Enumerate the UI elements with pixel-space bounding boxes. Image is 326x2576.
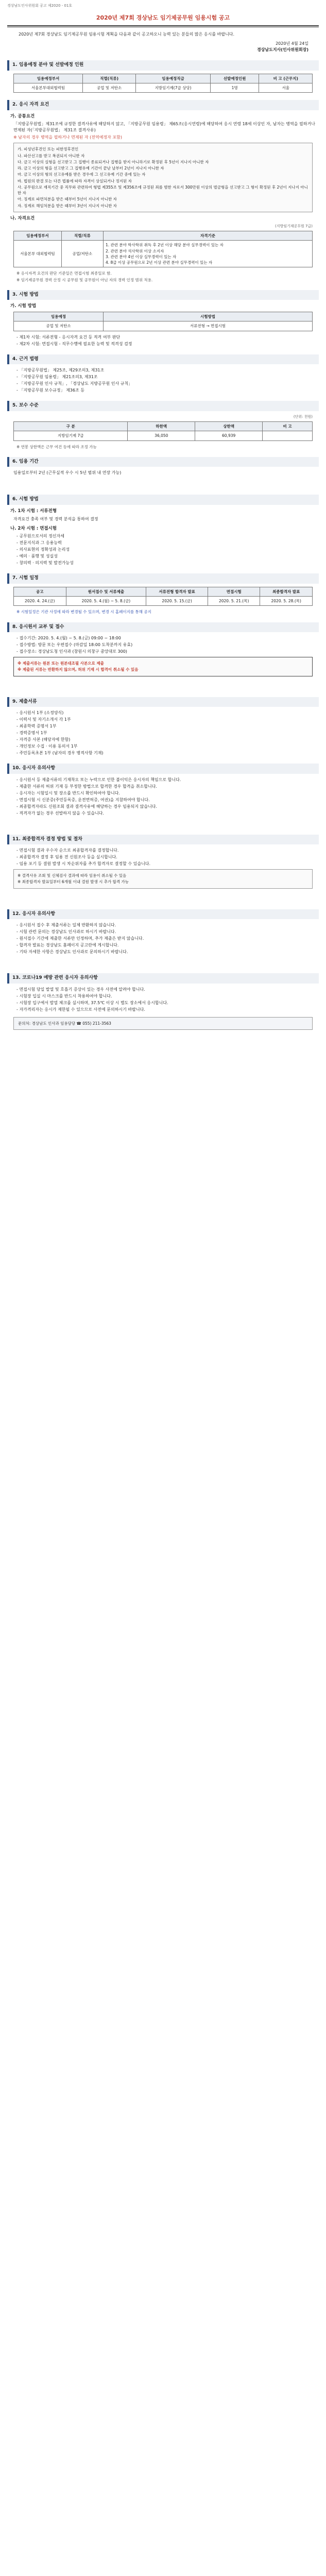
final-selection-line: - 최종합격자 결정 후 임용 전 신원조사 등을 실시합니다. xyxy=(16,854,319,860)
schedule-header: 면접시험 xyxy=(208,587,260,596)
disqualification-item: 사. 공무원으로 재직기간 중 직무와 관련하여 형법 제355조 및 제356조에 규정된 죄를 범한 자로서 300만원 이상의 벌금형을 선고받고 그 형이 확정된 후 2년이 지나지 아니한 자 xyxy=(18,184,308,195)
schedule-table xyxy=(13,587,313,606)
application-line: - 접수방법: 방문 또는 우편접수 (마감일 18:00 도착분까지 유효) xyxy=(16,642,319,648)
required-document: - 자격증 사본 (해당자에 한함) xyxy=(16,737,319,743)
common-requirements-heading: 가. 공통요건 xyxy=(10,113,35,119)
schedule-header: 원서접수 및 서류제출 xyxy=(66,587,146,596)
schedule-header: 공고 xyxy=(14,587,66,596)
positions-cell: 공업 및 저탄소 xyxy=(83,83,136,92)
application-notice-box xyxy=(13,657,313,676)
section-5-heading: 5. 보수 수준 xyxy=(7,401,319,411)
positions-header: 비 고 (근무지) xyxy=(259,74,313,83)
covid-notice: - 자가격리자는 응시가 제한될 수 있으므로 사전에 문의하시기 바랍니다. xyxy=(16,1007,319,1013)
qualification-extra: ※ 임기제공무원 경력 산정 시 공무원 및 공무원이 아닌 자의 경력 인정 범위 적용. xyxy=(16,277,319,283)
law-item: - 「지방공무원 임용령」 제21조의3, 제31조 xyxy=(16,374,319,380)
general-notice: - 시험 관련 문의는 경상남도 인사과로 하시기 바랍니다. xyxy=(16,929,319,935)
qualification-extra: ※ 응시자격 요건의 판단 기준일은 면접시험 최종일로 함. xyxy=(16,270,319,276)
salary-note: ※ 연봉 상한액은 근무 여건 등에 따라 조정 가능 xyxy=(16,444,319,450)
disqualification-box xyxy=(13,143,313,212)
qualification-line: 2. 관련 분야 석사학위 이상 소지자 xyxy=(105,248,164,253)
positions-cell: 지방임기제(7급 상당) xyxy=(136,83,210,92)
salary-header: 비 고 xyxy=(263,422,313,431)
section-9-heading: 8. 응시원서 교부 및 접수 xyxy=(7,622,319,633)
positions-header: 임용예정직급 xyxy=(136,74,210,83)
final-selection-box xyxy=(13,869,313,889)
section-3-heading: 3. 시험 방법 xyxy=(7,290,319,300)
required-document: - 주민등록초본 1부 (남자의 경우 병적사항 기재) xyxy=(16,750,319,756)
section-8-heading: 7. 시험 일정 xyxy=(7,573,319,584)
exam-method-header: 임용예정 xyxy=(14,312,104,321)
schedule-cell: 2020. 5. 15.(금) xyxy=(146,597,208,606)
common-requirements-text: 「지방공무원법」제31조에 규정한 결격사유에 해당하지 않고, 「지방공무원 임용령」 제65조(응시연령)에 해당하여 응시 연령 18세 이상인 자, 남자는 병역을 필하거나 면제된 자(「지방공무원법」 제31조 결격사유) xyxy=(13,122,315,133)
law-item: - 「지방공무원 보수규정」 제36조 등 xyxy=(16,387,319,394)
qualification-header: 자격기준 xyxy=(103,231,312,241)
term-text: 임용일로부터 2년 (근무실적 우수 시 5년 범위 내 연장 가능) xyxy=(13,470,122,476)
exam-method-cell: 서류전형 → 면접시험 xyxy=(104,321,313,331)
qualification-line: 4. 8급 이상 공무원으로 2년 이상 관련 분야 실무경력이 있는 자 xyxy=(105,260,213,265)
schedule-cell: 2020. 5. 21.(목) xyxy=(208,597,260,606)
final-selection-line: - 면접시험 결과 우수자 순으로 최종합격자를 결정합니다. xyxy=(16,848,319,854)
applicant-notice: - 면접시험 시 신분증(주민등록증, 운전면허증, 여권)을 지참하여야 합니다. xyxy=(16,797,319,803)
contact-box: 문의처: 경상남도 인사과 임용담당 ☎ 055) 211-3563 xyxy=(13,1017,313,1030)
application-line: - 접수기간: 2020. 5. 4.(월) ~ 5. 8.(금) 09:00 ~ 18:00 xyxy=(16,635,319,641)
exam-method-heading: 가. 시험 방법 xyxy=(10,303,37,309)
interview-heading: 나. 2차 시험 : 면접시험 xyxy=(10,526,57,531)
exam-method-line: - 제1차 시험: 서류전형 - 응시자격 요건 등 적격 여부 판단 xyxy=(16,334,319,341)
salary-header: 상한액 xyxy=(195,422,263,431)
exam-method-cell: 공업 및 저탄소 xyxy=(14,321,104,331)
section-14-heading: 13. 코로나19 예방 관련 응시자 유의사항 xyxy=(7,973,319,984)
qualification-line: 3. 관련 분야 4년 이상 실무경력이 있는 자 xyxy=(105,254,177,259)
salary-cell: 지방임기제 7급 xyxy=(14,431,128,440)
section-10-heading: 9. 제출서류 xyxy=(7,697,319,707)
salary-cell: 36,050 xyxy=(128,431,195,440)
required-document: - 이력서 및 자기소개서 각 1부 xyxy=(16,717,319,723)
section-4-heading: 4. 근거 법령 xyxy=(7,354,319,365)
interview-criterion: - 예의 · 품행 및 성실성 xyxy=(16,553,319,560)
positions-table xyxy=(13,74,313,93)
positions-cell: 서울 xyxy=(259,83,313,92)
general-notice: - 기타 자세한 사항은 경상남도 인사과로 문의하시기 바랍니다. xyxy=(16,949,319,955)
interview-criterion: - 창의력 · 의지력 및 발전가능성 xyxy=(16,560,319,566)
required-document: - 응시원서 1부 (소정양식) xyxy=(16,710,319,716)
schedule-cell: 2020. 5. 28.(목) xyxy=(260,597,313,606)
positions-cell: 1명 xyxy=(210,83,259,92)
qualification-heading: 나. 자격요건 xyxy=(10,215,35,221)
qualification-dept: 서울본부 대외협력팀 xyxy=(14,241,62,267)
section-6-heading: 6. 임용 기간 xyxy=(7,457,319,467)
positions-cell: 서울본부대외협력팀 xyxy=(14,83,83,92)
schedule-note: ※ 시험일정은 기관 사정에 따라 변경될 수 있으며, 변경 시 홈페이지를 통해 공지 xyxy=(16,609,319,615)
salary-cell xyxy=(263,431,313,440)
covid-notice: - 시험장 입실 시 마스크를 반드시 착용하여야 합니다. xyxy=(16,993,319,999)
qualification-header: 직렬/직류 xyxy=(61,231,103,241)
disqualification-item: 자. 징계로 해임처분을 받은 때부터 3년이 지나지 아니한 자 xyxy=(18,203,117,208)
application-line: - 접수장소: 경상남도청 인사과 (창원시 의창구 중앙대로 300) xyxy=(16,649,319,655)
applicant-notice: - 응시자는 시험일시 및 장소를 반드시 확인하여야 합니다. xyxy=(16,790,319,796)
general-notice: - 응시원서 접수 후 제출서류는 일체 반환하지 않습니다. xyxy=(16,922,319,928)
document-title: 2020년 제7회 경상남도 임기제공무원 임용시험 공고 xyxy=(96,14,230,21)
disqualification-item: 바. 법원의 판결 또는 다른 법률에 따라 자격이 상실되거나 정지된 자 xyxy=(18,178,132,183)
positions-header: 직렬(직류) xyxy=(83,74,136,83)
applicant-notice: - 응시원서 등 제출서류의 기재착오 또는 누락으로 인한 불이익은 응시자의 책임으로 합니다. xyxy=(16,777,319,783)
title-rule xyxy=(7,25,319,27)
disqualification-item: 가. 피성년후견인 또는 피한정후견인 xyxy=(18,147,79,152)
section-13-heading: 12. 응시자 유의사항 xyxy=(7,909,319,920)
covid-notice: - 시험장 입구에서 발열 체크를 실시하며, 37.5℃ 이상 시 별도 장소에서 응시합니다. xyxy=(16,1000,319,1006)
applicant-notice: - 제출한 서류의 허위 기재 등 부정한 방법으로 합격한 경우 합격을 취소합니다. xyxy=(16,784,319,790)
salary-caption: (단위: 천원) xyxy=(293,414,313,419)
section-12-heading: 11. 최종합격자 결정 방법 및 절차 xyxy=(7,835,319,845)
general-notice: - 원서접수 기간에 제출한 서류만 인정하며, 추가 제출은 받지 않습니다. xyxy=(16,936,319,942)
interview-criterion: - 전문지식과 그 응용능력 xyxy=(16,540,319,546)
disqualification-item: 나. 파산선고를 받고 복권되지 아니한 자 xyxy=(18,153,85,158)
final-selection-line: - 임용 포기 등 결원 발생 시 차순위자를 추가 합격자로 결정할 수 있습니다. xyxy=(16,861,319,867)
announcement-date: 2020년 4월 24일 xyxy=(276,41,308,46)
exam-method-line: - 제2차 시험: 면접시험 - 직무수행에 필요한 능력 및 적격성 검정 xyxy=(16,341,319,347)
law-item: - 「지방공무원 인사 규칙」, 「경상남도 지방공무원 인사 규칙」 xyxy=(16,381,319,387)
section-1-heading: 1. 임용예정 분야 및 선발예정 인원 xyxy=(7,60,319,71)
salary-cell: 60,939 xyxy=(195,431,263,440)
exam-method-table xyxy=(13,312,313,331)
interview-criterion: - 의사표현의 정확성과 논리성 xyxy=(16,547,319,553)
schedule-cell: 2020. 4. 24.(금) xyxy=(14,597,66,606)
general-notice: - 합격자 발표는 경상남도 홈페이지 공고란에 게시합니다. xyxy=(16,942,319,948)
intro-paragraph: 2020년 제7회 경상남도 임기제공무원 임용시험 계획을 다음과 같이 공고하오니 능력 있는 분들의 많은 응시를 바랍니다. xyxy=(19,32,235,37)
application-notice: ※ 제출된 서류는 반환하지 않으며, 허위 기재 시 합격이 취소될 수 있음 xyxy=(18,667,139,672)
salary-table xyxy=(13,421,313,441)
document-screening-heading: 가. 1차 시험 : 서류전형 xyxy=(10,508,57,514)
interview-criterion: - 공무원으로서의 정신자세 xyxy=(16,533,319,539)
applicant-notice: - 적격자가 없는 경우 선발하지 않을 수 있습니다. xyxy=(16,810,319,817)
covid-notice: - 면접시험 당일 발열 및 호흡기 증상이 있는 경우 사전에 알려야 합니다. xyxy=(16,987,319,993)
disqualification-item: 아. 징계로 파면처분을 받은 때부터 5년이 지나지 아니한 자 xyxy=(18,197,117,202)
salary-header: 하한액 xyxy=(128,422,195,431)
military-note: ※ 남자의 경우 병역을 필하거나 면제된 자 (전역예정자 포함) xyxy=(13,135,123,140)
exam-method-header: 시험방법 xyxy=(104,312,313,321)
qualification-caption: (지방임기제공무원 7급) xyxy=(275,224,313,228)
application-notice: ※ 제출서류는 원본 또는 원본대조필 사본으로 제출 xyxy=(18,661,104,666)
law-item: - 「지방공무원법」 제25조, 제29조의3, 제31조 xyxy=(16,367,319,374)
section-2-heading: 2. 응시 자격 요건 xyxy=(7,100,319,110)
schedule-cell: 2020. 5. 4.(월) ~ 5. 8.(금) xyxy=(66,597,146,606)
issuer: 경상남도지사(인사위원회장) xyxy=(256,47,308,52)
document-header: 경상남도인사위원회 공고 제2020 - 01호 xyxy=(7,4,73,8)
schedule-header: 최종합격자 발표 xyxy=(260,587,313,596)
disqualification-item: 다. 금고 이상의 실형을 선고받고 그 집행이 종료되거나 집행을 받지 아니하기로 확정된 후 5년이 지나지 아니한 자 xyxy=(18,159,209,164)
required-document: - 개인정보 수집 · 이용 동의서 1부 xyxy=(16,743,319,750)
qualification-series: 공업/저탄소 xyxy=(61,241,103,267)
qualification-criteria xyxy=(103,241,312,267)
document-screening-text: 자격요건 충족 여부 및 경력 분석을 통하여 결정 xyxy=(13,516,98,521)
disqualification-item: 라. 금고 이상의 형을 선고받고 그 집행유예 기간이 끝난 날부터 2년이 지나지 아니한 자 xyxy=(18,166,164,171)
qualification-table xyxy=(13,231,313,267)
required-document: - 경력증명서 1부 xyxy=(16,730,319,736)
disqualification-item: 마. 금고 이상의 형의 선고유예를 받은 경우에 그 선고유예 기간 중에 있는 자 xyxy=(18,172,146,177)
positions-header: 선발예정인원 xyxy=(210,74,259,83)
qualification-header: 임용예정부서 xyxy=(14,231,62,241)
required-document: - 최종학력 증명서 1부 xyxy=(16,723,319,730)
schedule-header: 서류전형 합격자 발표 xyxy=(146,587,208,596)
final-selection-note: ※ 결격사유 조회 및 신체검사 결과에 따라 임용이 취소될 수 있음 xyxy=(18,873,127,878)
salary-header: 구 분 xyxy=(14,422,128,431)
section-11-heading: 10. 응시자 유의사항 xyxy=(7,764,319,774)
final-selection-note: ※ 최종합격자 발표일부터 6개월 이내 결원 발생 시 추가 합격 가능 xyxy=(18,879,129,885)
section-7-heading: 6. 시험 방법 xyxy=(7,495,319,505)
applicant-notice: - 최종합격자라도 신원조회 결과 결격사유에 해당하는 경우 임용되지 않습니다. xyxy=(16,804,319,810)
qualification-line: 1. 관련 분야 학사학위 취득 후 2년 이상 해당 분야 실무경력이 있는 자 xyxy=(105,243,224,248)
positions-header: 임용예정부서 xyxy=(14,74,83,83)
